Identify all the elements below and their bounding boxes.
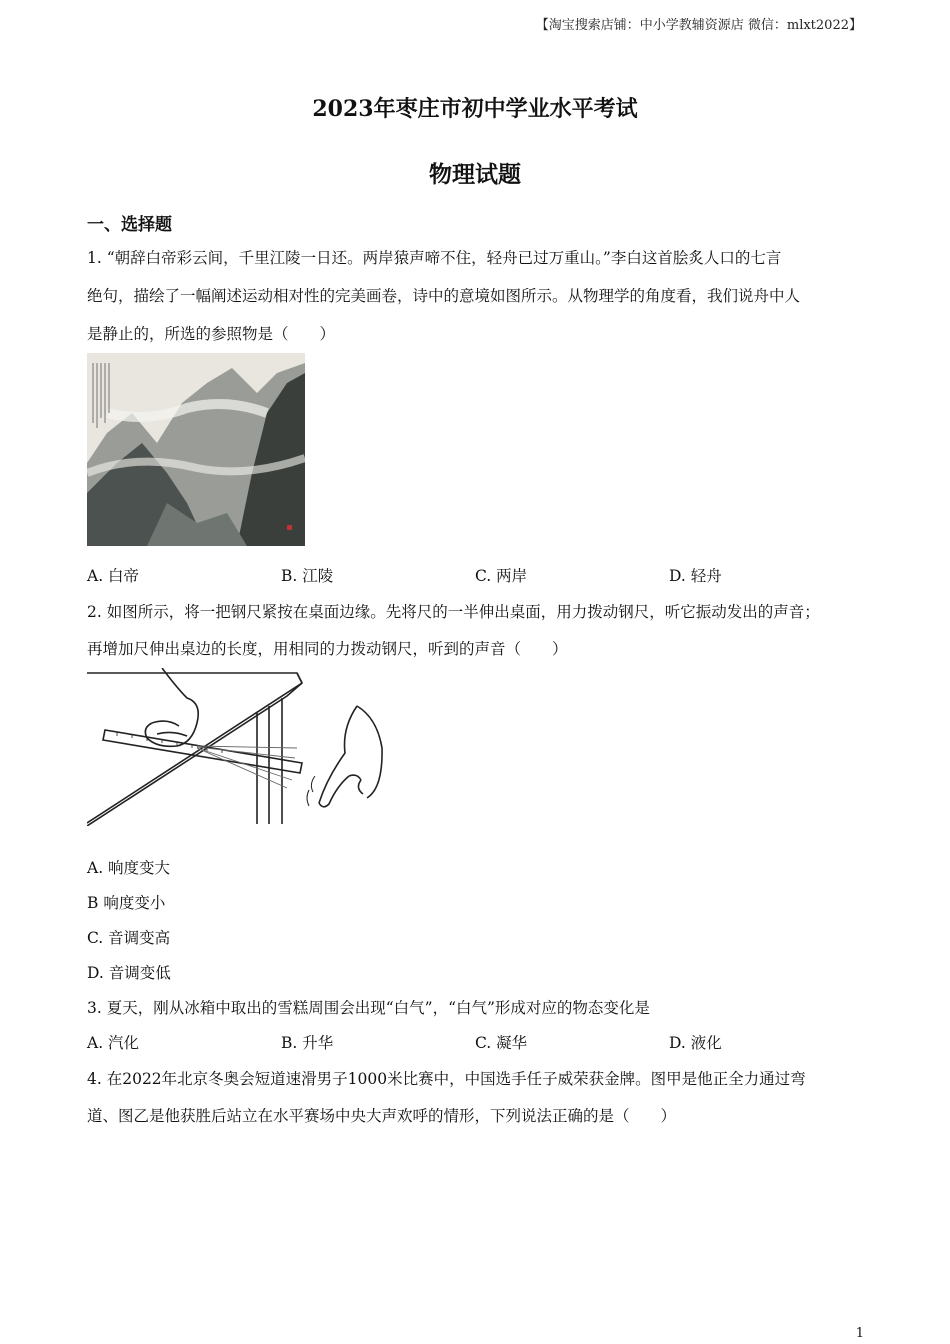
exam-title: 2023年枣庄市初中学业水平考试 bbox=[312, 96, 638, 122]
q3-line-1: 3. 夏天，刚从冰箱中取出的雪糕周围会出现“白气”，“白气”形成对应的物态变化是 bbox=[87, 999, 650, 1017]
q1-landscape-painting bbox=[87, 353, 305, 546]
q1-option-b[interactable]: B. 江陵 bbox=[281, 567, 334, 585]
header-note: 【淘宝搜索店铺：中小学教辅资源店 微信：mlxt2022】 bbox=[535, 18, 862, 33]
exam-subtitle: 物理试题 bbox=[429, 161, 521, 188]
q2-line-2: 再增加尺伸出桌边的长度，用相同的力拨动钢尺，听到的声音（ ） bbox=[87, 640, 568, 658]
q1-line-1: 1. “朝辞白帝彩云间，千里江陵一日还。两岸猿声啼不住，轻舟已过万重山。”李白这首脍炙人口的七言 bbox=[87, 249, 782, 267]
q3-option-b[interactable]: B. 升华 bbox=[281, 1034, 334, 1052]
q1-line-2: 绝句，描绘了一幅阐述运动相对性的完美画卷，诗中的意境如图所示。从物理学的角度看，我们说舟中人 bbox=[87, 287, 801, 305]
q2-line-1: 2. 如图所示，将一把钢尺紧按在桌面边缘。先将尺的一半伸出桌面，用力拨动钢尺，听它振动发出的声音； bbox=[87, 603, 820, 621]
q2-ruler-table-illustration bbox=[87, 668, 387, 826]
q3-option-d[interactable]: D. 液化 bbox=[669, 1034, 722, 1052]
q1-option-a[interactable]: A. 白帝 bbox=[87, 567, 140, 585]
page-number: 1 bbox=[855, 1326, 864, 1341]
q1-option-c[interactable]: C. 两岸 bbox=[475, 567, 528, 585]
q2-option-c[interactable]: C. 音调变高 bbox=[87, 929, 171, 947]
q4-line-1: 4. 在2022年北京冬奥会短道速滑男子1000米比赛中，中国选手任子威荣获金牌。图甲是他正全力通过弯 bbox=[87, 1070, 806, 1088]
section-heading: 一、选择题 bbox=[87, 215, 172, 235]
q3-option-c[interactable]: C. 凝华 bbox=[475, 1034, 528, 1052]
q2-option-a[interactable]: A. 响度变大 bbox=[87, 859, 171, 877]
q2-option-d[interactable]: D. 音调变低 bbox=[87, 964, 171, 982]
q1-option-d[interactable]: D. 轻舟 bbox=[669, 567, 722, 585]
q3-option-a[interactable]: A. 汽化 bbox=[87, 1034, 140, 1052]
q2-option-b[interactable]: B 响度变小 bbox=[87, 894, 166, 912]
q1-line-3: 是静止的，所选的参照物是（ ） bbox=[87, 325, 336, 343]
q4-line-2: 道、图乙是他获胜后站立在水平赛场中央大声欢呼的情形，下列说法正确的是（ ） bbox=[87, 1107, 677, 1125]
